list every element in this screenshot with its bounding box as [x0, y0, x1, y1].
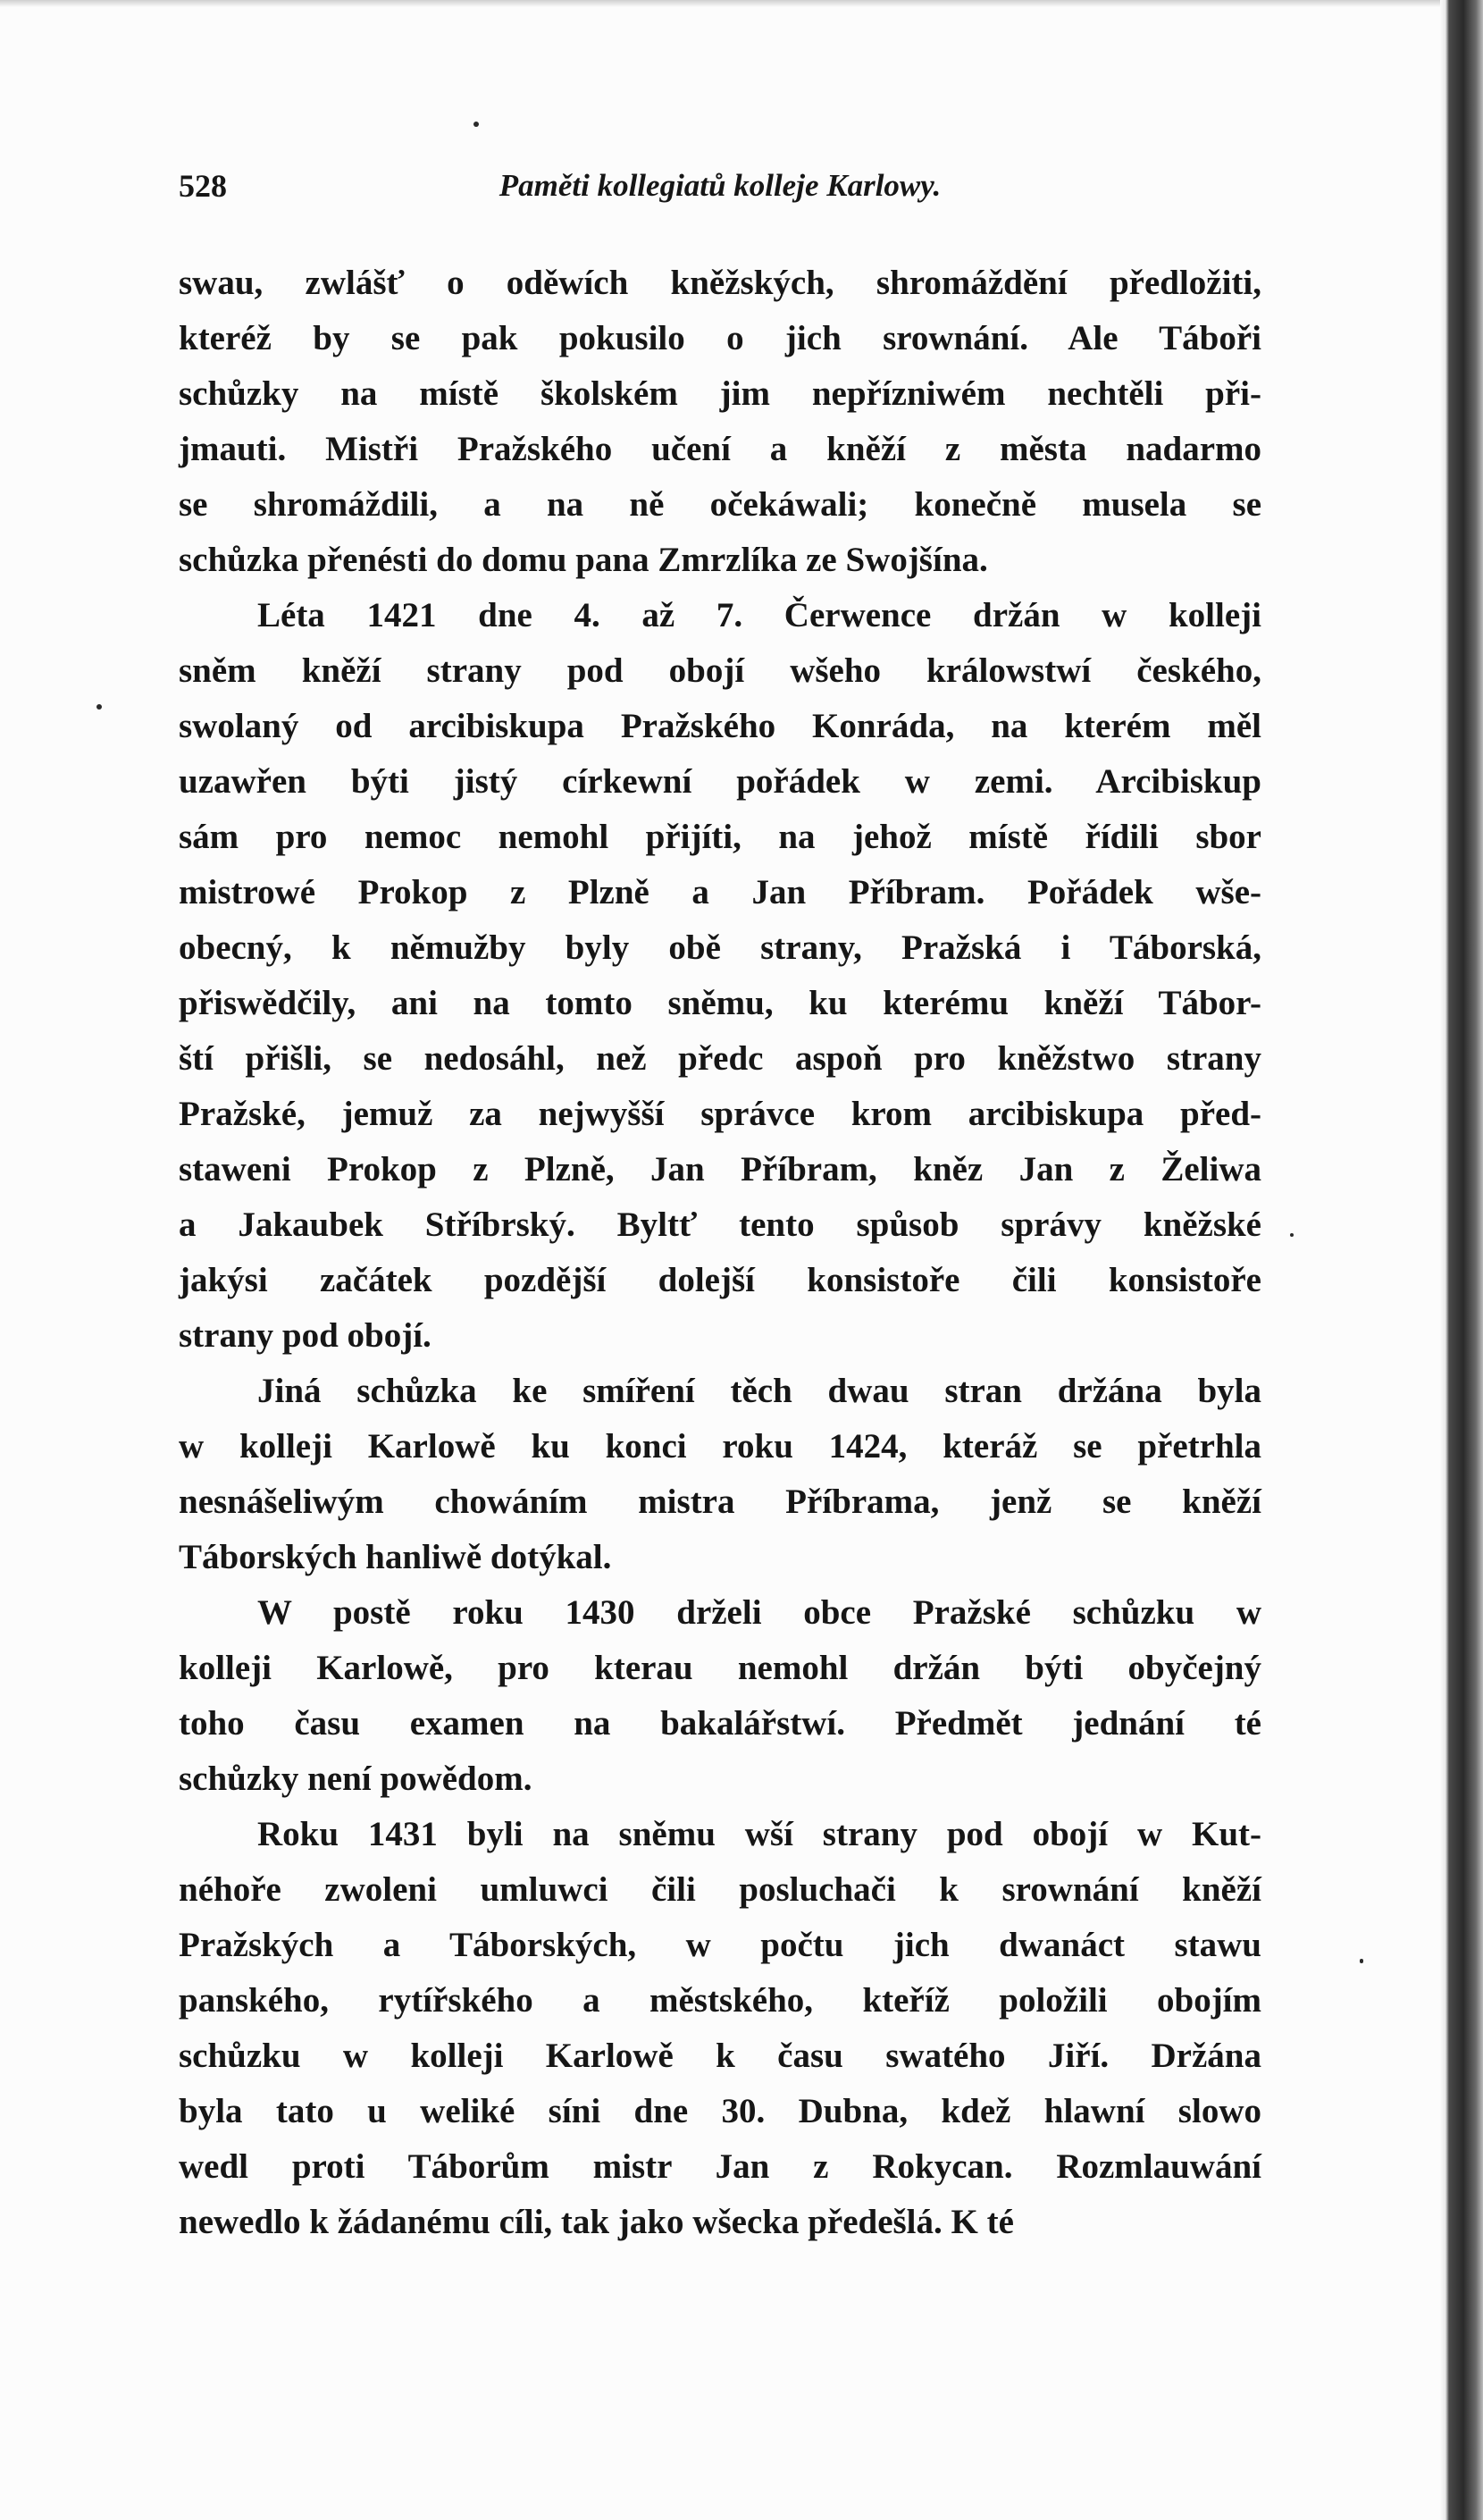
text-line: schůzku w kolleji Karlowě k času swatého Jiří. Držána	[179, 2037, 1261, 2075]
text-line: newedlo k žádanému cíli, tak jako wšecka předešlá. K té	[179, 2203, 1014, 2241]
body-text	[179, 256, 1261, 2250]
running-title: Paměti kollegiatů kolleje Karlowy.	[499, 168, 942, 203]
text-line: Léta 1421 dne 4. až 7. Čerwence držán w kolleji	[257, 596, 1261, 634]
ink-speck	[1290, 1233, 1294, 1237]
ink-speck	[473, 122, 479, 127]
text-line: sněm kněží strany pod obojí wšeho králowstwí českého,	[179, 651, 1261, 690]
text-line: schůzka přenésti do domu pana Zmrzlíka ze Swojšína.	[179, 541, 988, 579]
page-number: 528	[179, 168, 227, 204]
text-line: obecný, k němužby byly obě strany, Pražská i Táborská,	[179, 928, 1261, 967]
paragraph	[179, 256, 1261, 588]
text-line: schůzky na místě školském jim nepřízniwém nechtěli při-	[179, 374, 1261, 413]
text-line: panského, rytířského a městského, kteříž položili obojím	[179, 1981, 1261, 2020]
text-line: kteréž by se pak pokusilo o jich srownání. Ale Táboři	[179, 319, 1261, 357]
text-line: jakýsi začátek pozdější dolejší konsistoře čili konsistoře	[179, 1261, 1261, 1299]
text-line: ští přišli, se nedosáhl, než předc aspoň pro kněžstwo strany	[179, 1039, 1261, 1078]
text-line: sám pro nemoc nemohl přijíti, na jehož místě řídili sbor	[179, 818, 1261, 856]
text-line: strany pod obojí.	[179, 1316, 431, 1355]
text-line: mistrowé Prokop z Plzně a Jan Příbram. Pořádek wše-	[179, 873, 1261, 911]
ink-speck	[96, 704, 102, 710]
text-line: staweni Prokop z Plzně, Jan Příbram, kněz Jan z Želiwa	[179, 1150, 1261, 1189]
text-line: wedl proti Táborům mistr Jan z Rokycan. Rozmlauwání	[179, 2147, 1261, 2186]
ink-speck	[1360, 1959, 1363, 1963]
text-line: Pražské, jemuž za nejwyšší správce krom arcibiskupa před-	[179, 1095, 1261, 1133]
text-line: Jiná schůzka ke smíření těch dwau stran držána byla	[257, 1372, 1261, 1410]
paragraph	[179, 1807, 1261, 2250]
page-top-edge	[0, 0, 1440, 7]
text-line: byla tato u weliké síni dne 30. Dubna, kdež hlawní slowo	[179, 2092, 1261, 2130]
text-line: swolaný od arcibiskupa Pražského Konráda, na kterém měl	[179, 707, 1261, 745]
text-line: Roku 1431 byli na sněmu wší strany pod obojí w Kut-	[257, 1815, 1261, 1853]
text-line: w kolleji Karlowě ku konci roku 1424, kteráž se přetrhla	[179, 1427, 1261, 1466]
text-line: Táborských hanliwě dotýkal.	[179, 1538, 612, 1576]
text-line: schůzky není powědom.	[179, 1760, 532, 1798]
page-header	[179, 163, 1261, 214]
text-line: W postě roku 1430 drželi obce Pražské schůzku w	[257, 1593, 1261, 1632]
text-line: néhoře zwoleni umluwci čili posluchači k srownání kněží	[179, 1870, 1261, 1909]
text-line: uzawřen býti jistý církewní pořádek w zemi. Arcibiskup	[179, 762, 1261, 801]
book-spine-edge	[1440, 0, 1483, 2520]
page-text	[179, 163, 1261, 2250]
text-line: kolleji Karlowě, pro kterau nemohl držán býti obyčejný	[179, 1649, 1261, 1687]
paragraph	[179, 1585, 1261, 1807]
text-line: swau, zwlášť o oděwích kněžských, shromáždění předložiti,	[179, 264, 1261, 302]
text-line: Pražských a Táborských, w počtu jich dwanáct stawu	[179, 1926, 1261, 1964]
paragraph	[179, 588, 1261, 1364]
text-line: a Jakaubek Stříbrský. Byltť tento spůsob správy kněžské	[179, 1205, 1261, 1244]
text-line: jmauti. Mistři Pražského učení a kněží z města nadarmo	[179, 430, 1261, 468]
paragraph	[179, 1364, 1261, 1585]
text-line: nesnášeliwým chowáním mistra Příbrama, jenž se kněží	[179, 1483, 1261, 1521]
text-line: se shromáždili, a na ně očekáwali; konečně musela se	[179, 485, 1261, 524]
text-line: přiswědčily, ani na tomto sněmu, ku kterému kněží Tábor-	[179, 984, 1261, 1022]
text-line: toho času examen na bakalářstwí. Předmět jednání té	[179, 1704, 1261, 1743]
